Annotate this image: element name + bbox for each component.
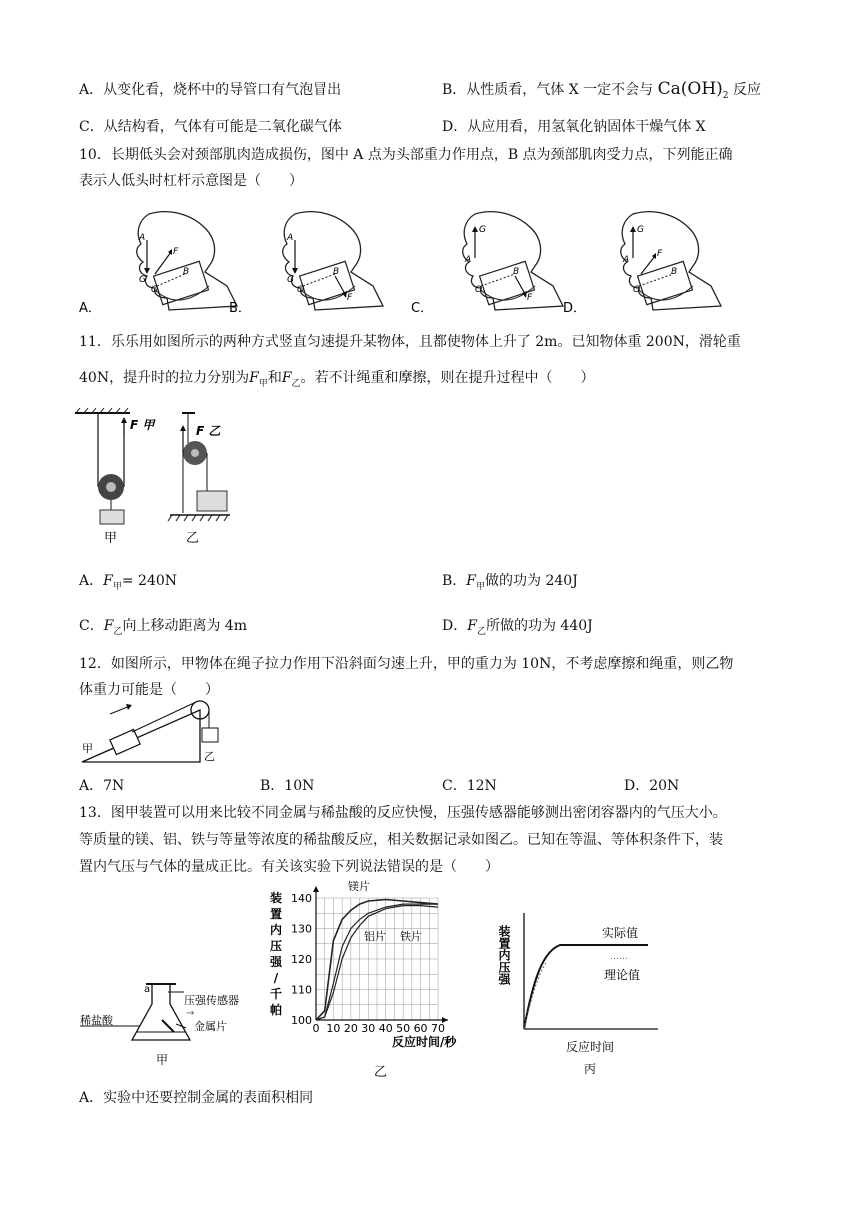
q10-d-label-g: G bbox=[637, 225, 644, 235]
q11-option-b-sub: 甲 bbox=[476, 581, 486, 592]
q10-figure-a bbox=[137, 212, 237, 310]
q10-d-label-a: A bbox=[623, 255, 630, 265]
q10-c-label-b: B bbox=[513, 267, 520, 277]
q11-stem-line2-b: 。若不计绳重和摩擦，则在提升过程中（ ） bbox=[300, 370, 595, 386]
chart-y-tick-label: 110 bbox=[291, 983, 312, 997]
chart-y-tick-label: 120 bbox=[291, 953, 312, 966]
q11-option-c-text: 向上移动距离为 4m bbox=[122, 618, 248, 634]
q10-c-label-o: O bbox=[475, 285, 483, 295]
q10-a-label-f: F bbox=[173, 247, 179, 257]
q11-fig-f-yi: F 乙 bbox=[196, 424, 221, 438]
q13-stem-line2: 等质量的镁、铝、铁与等量等浓度的稀盐酸反应，相关数据记录如图乙。已知在等温、等体积条件下，装 bbox=[79, 832, 723, 848]
q11-option-a-text: = 240N bbox=[121, 573, 178, 589]
q9-option-a: A．从变化看，烧杯中的导管口有气泡冒出 bbox=[79, 82, 342, 98]
q11-stem-line2-a: 40N，提升时的拉力分别为 bbox=[79, 370, 250, 386]
q9-option-b-text: B．从性质看，气体 X 一定不会与 bbox=[442, 82, 654, 98]
q12-option-c: C．12N bbox=[442, 778, 497, 794]
q11-option-b-text: 做的功为 240J bbox=[485, 573, 578, 589]
q9-option-b-tail: 反应 bbox=[732, 82, 761, 98]
q13-option-a: A．实验中还要控制金属的表面积相同 bbox=[79, 1090, 314, 1106]
chart-y-tick-label: 130 bbox=[291, 922, 312, 936]
q10-figure-b bbox=[283, 212, 383, 310]
q13-stem-line3: 置内气压与气体的量成正比。有关该实验下列说法错误的是（ ） bbox=[79, 859, 499, 875]
q11-option-b-f: F bbox=[466, 573, 477, 589]
q11-option-b bbox=[442, 570, 578, 592]
q11-option-a bbox=[79, 570, 177, 592]
q11-figure bbox=[70, 405, 240, 550]
chart-x-tick-label: 30 bbox=[361, 1022, 376, 1035]
chart-y-label-char: 内 bbox=[269, 923, 283, 937]
q13-stem-line1: 13．图甲装置可以用来比较不同金属与稀盐酸的反应快慢，压强传感器能够测出密闭容器内的气压大小。 bbox=[79, 805, 727, 821]
chart-y-tick-label: 140 bbox=[291, 892, 312, 905]
q11-stem-line1: 11．乐乐用如图所示的两种方式竖直匀速提升某物体，且都使物体上升了 2m。已知物体重 200N，滑轮重 bbox=[79, 334, 741, 350]
q11-fig-f-jia: F 甲 bbox=[130, 418, 155, 432]
q11-option-d-label: D． bbox=[442, 618, 468, 634]
q10-stem-line1: 10．长期低头会对颈部肌肉造成损伤，图中 A 点为头部重力作用点，B 点为颈部肌肉受力点，下列能正确 bbox=[79, 147, 733, 163]
q10-c-label-a: A bbox=[465, 255, 472, 265]
q13-jia-sensor: 压强传感器 bbox=[184, 994, 239, 1007]
chart-y-label-char: / bbox=[273, 971, 279, 985]
chart-x-label: 反应时间/秒 bbox=[392, 1035, 457, 1049]
q10-label-d: D． bbox=[563, 301, 587, 316]
chart-y-label-char: 压 bbox=[269, 939, 283, 953]
q10-figure-c bbox=[463, 212, 563, 310]
q11-option-c-f: F bbox=[103, 618, 114, 634]
q12-stem-line1: 12．如图所示，甲物体在绳子拉力作用下沿斜面匀速上升，甲的重力为 10N，不考虑摩擦和绳重，则乙物 bbox=[79, 656, 734, 672]
q10-label-a: A． bbox=[79, 301, 101, 316]
q9-option-b bbox=[442, 79, 761, 101]
chart-x-tick-label: 20 bbox=[343, 1022, 358, 1035]
q11-f-yi: F bbox=[281, 370, 292, 386]
q11-option-a-f: F bbox=[103, 573, 113, 589]
q10-a-label-a: A bbox=[139, 233, 146, 243]
chart-x-tick-label: 60 bbox=[413, 1022, 428, 1035]
chart-y-arrow bbox=[313, 886, 319, 892]
q11-f-yi-sub: 乙 bbox=[291, 378, 301, 389]
chart-x-tick-label: 0 bbox=[312, 1022, 320, 1035]
q10-a-label-g: G bbox=[139, 275, 146, 285]
q9-option-c: C．从结构看，气体有可能是二氧化碳气体 bbox=[79, 119, 342, 135]
q11-f-jia-sub: 甲 bbox=[258, 378, 268, 389]
q12-option-b: B．10N bbox=[260, 778, 315, 794]
chart-caption: 乙 bbox=[374, 1065, 388, 1080]
chart-y-label-char: 帕 bbox=[269, 1003, 283, 1017]
q12-fig-label-yi: 乙 bbox=[204, 750, 215, 763]
q11-stem-line2-and: 和 bbox=[267, 370, 282, 386]
q12-stem-line2: 体重力可能是（ ） bbox=[79, 682, 219, 698]
q10-figure-d bbox=[621, 212, 721, 310]
q13-chart-svg bbox=[266, 880, 486, 1090]
q11-fig-label-jia: 甲 bbox=[104, 531, 118, 546]
q11-option-a-sub: 甲 bbox=[112, 581, 122, 592]
q13-jia-arrow: → bbox=[186, 1008, 195, 1019]
q10-label-b: B． bbox=[229, 301, 251, 316]
q10-c-label-f: F bbox=[527, 293, 533, 303]
q13-bing-actual: 实际值 bbox=[602, 926, 639, 940]
chart-grid bbox=[316, 898, 438, 1020]
q12-figure-svg bbox=[80, 698, 240, 768]
q10-label-c: C． bbox=[411, 301, 434, 316]
chart-y-label-char: 强 bbox=[269, 955, 283, 969]
q13-jia-caption: 甲 bbox=[156, 1053, 169, 1067]
q10-b-label-g: G bbox=[287, 275, 294, 285]
q11-option-c-sub: 乙 bbox=[113, 626, 123, 637]
q10-d-label-f: F bbox=[657, 249, 663, 259]
chart-series-label: 铁片 bbox=[400, 930, 422, 943]
chart-x-tick-label: 10 bbox=[326, 1022, 341, 1035]
q9-option-d: D．从应用看，用氢氧化钠固体干燥气体 X bbox=[442, 119, 706, 135]
chart-series-label: 镁片 bbox=[348, 880, 370, 893]
q11-option-d-text: 所做的功为 440J bbox=[485, 618, 593, 634]
chart-x-tick-label: 70 bbox=[431, 1022, 445, 1035]
q13-bing-dots: …… bbox=[610, 952, 628, 962]
q13-jia-label-a: a bbox=[144, 984, 151, 995]
q13-bing-xlabel: 反应时间 bbox=[566, 1040, 615, 1054]
q13-figure-jia bbox=[80, 970, 270, 1070]
q10-d-label-o: O bbox=[633, 285, 641, 295]
q12-option-a: A．7N bbox=[79, 778, 125, 794]
q11-option-c-label: C． bbox=[79, 618, 104, 634]
q11-option-c bbox=[79, 615, 247, 637]
q12-figure bbox=[80, 698, 240, 768]
q9-option-b-formula: Ca(OH) bbox=[657, 79, 723, 99]
chart-x-tick-label: 50 bbox=[396, 1022, 411, 1035]
q13-jia-metal: 金属片 bbox=[194, 1020, 227, 1033]
q13-figure-bing bbox=[498, 905, 668, 1085]
q10-b-label-b: B bbox=[333, 267, 340, 277]
q11-option-d bbox=[442, 615, 593, 637]
chart-y-label-char: 置 bbox=[269, 907, 283, 921]
q11-option-a-label: A． bbox=[79, 573, 104, 589]
q13-figure-jia-svg bbox=[80, 970, 270, 1070]
q9-option-b-formula-sub: 2 bbox=[722, 90, 729, 101]
q10-a-label-o: O bbox=[151, 285, 159, 295]
chart-x-tick-label: 40 bbox=[378, 1022, 393, 1035]
q13-figure-yi bbox=[266, 880, 486, 1090]
q13-bing-ylabel: 装置内压强 bbox=[498, 925, 511, 985]
q12-fig-label-jia: 甲 bbox=[82, 742, 93, 755]
q10-b-label-o: O bbox=[297, 285, 305, 295]
q11-option-d-sub: 乙 bbox=[476, 626, 486, 637]
q10-stem-line2: 表示人低头时杠杆示意图是（ ） bbox=[79, 173, 303, 189]
chart-y-tick-label: 100 bbox=[291, 1014, 312, 1027]
q11-fig-label-yi: 乙 bbox=[186, 531, 200, 546]
q13-figure-bing-svg bbox=[498, 905, 668, 1085]
q13-bing-theory: 理论值 bbox=[604, 968, 641, 982]
q11-figure-svg bbox=[70, 405, 240, 550]
q10-b-label-f: F bbox=[347, 293, 353, 303]
q10-d-label-b: B bbox=[671, 267, 678, 277]
q10-b-label-a: A bbox=[287, 233, 294, 243]
chart-series-label: 铝片 bbox=[364, 930, 386, 943]
q13-bing-caption: 丙 bbox=[584, 1062, 597, 1076]
chart-y-label-char: 装 bbox=[269, 891, 283, 905]
q10-c-label-g: G bbox=[479, 225, 486, 235]
q10-figure-svg bbox=[79, 208, 799, 318]
q10-figures bbox=[79, 208, 799, 318]
q11-option-d-f: F bbox=[467, 618, 477, 634]
q11-option-b-label: B． bbox=[442, 573, 467, 589]
q11-stem-line2 bbox=[79, 367, 595, 389]
q12-option-d: D．20N bbox=[624, 778, 680, 794]
q10-a-label-b: B bbox=[183, 267, 190, 277]
q11-f-jia: F bbox=[249, 370, 259, 386]
q13-jia-acid: 稀盐酸 bbox=[80, 1014, 113, 1027]
chart-y-label-char: 千 bbox=[269, 987, 283, 1001]
